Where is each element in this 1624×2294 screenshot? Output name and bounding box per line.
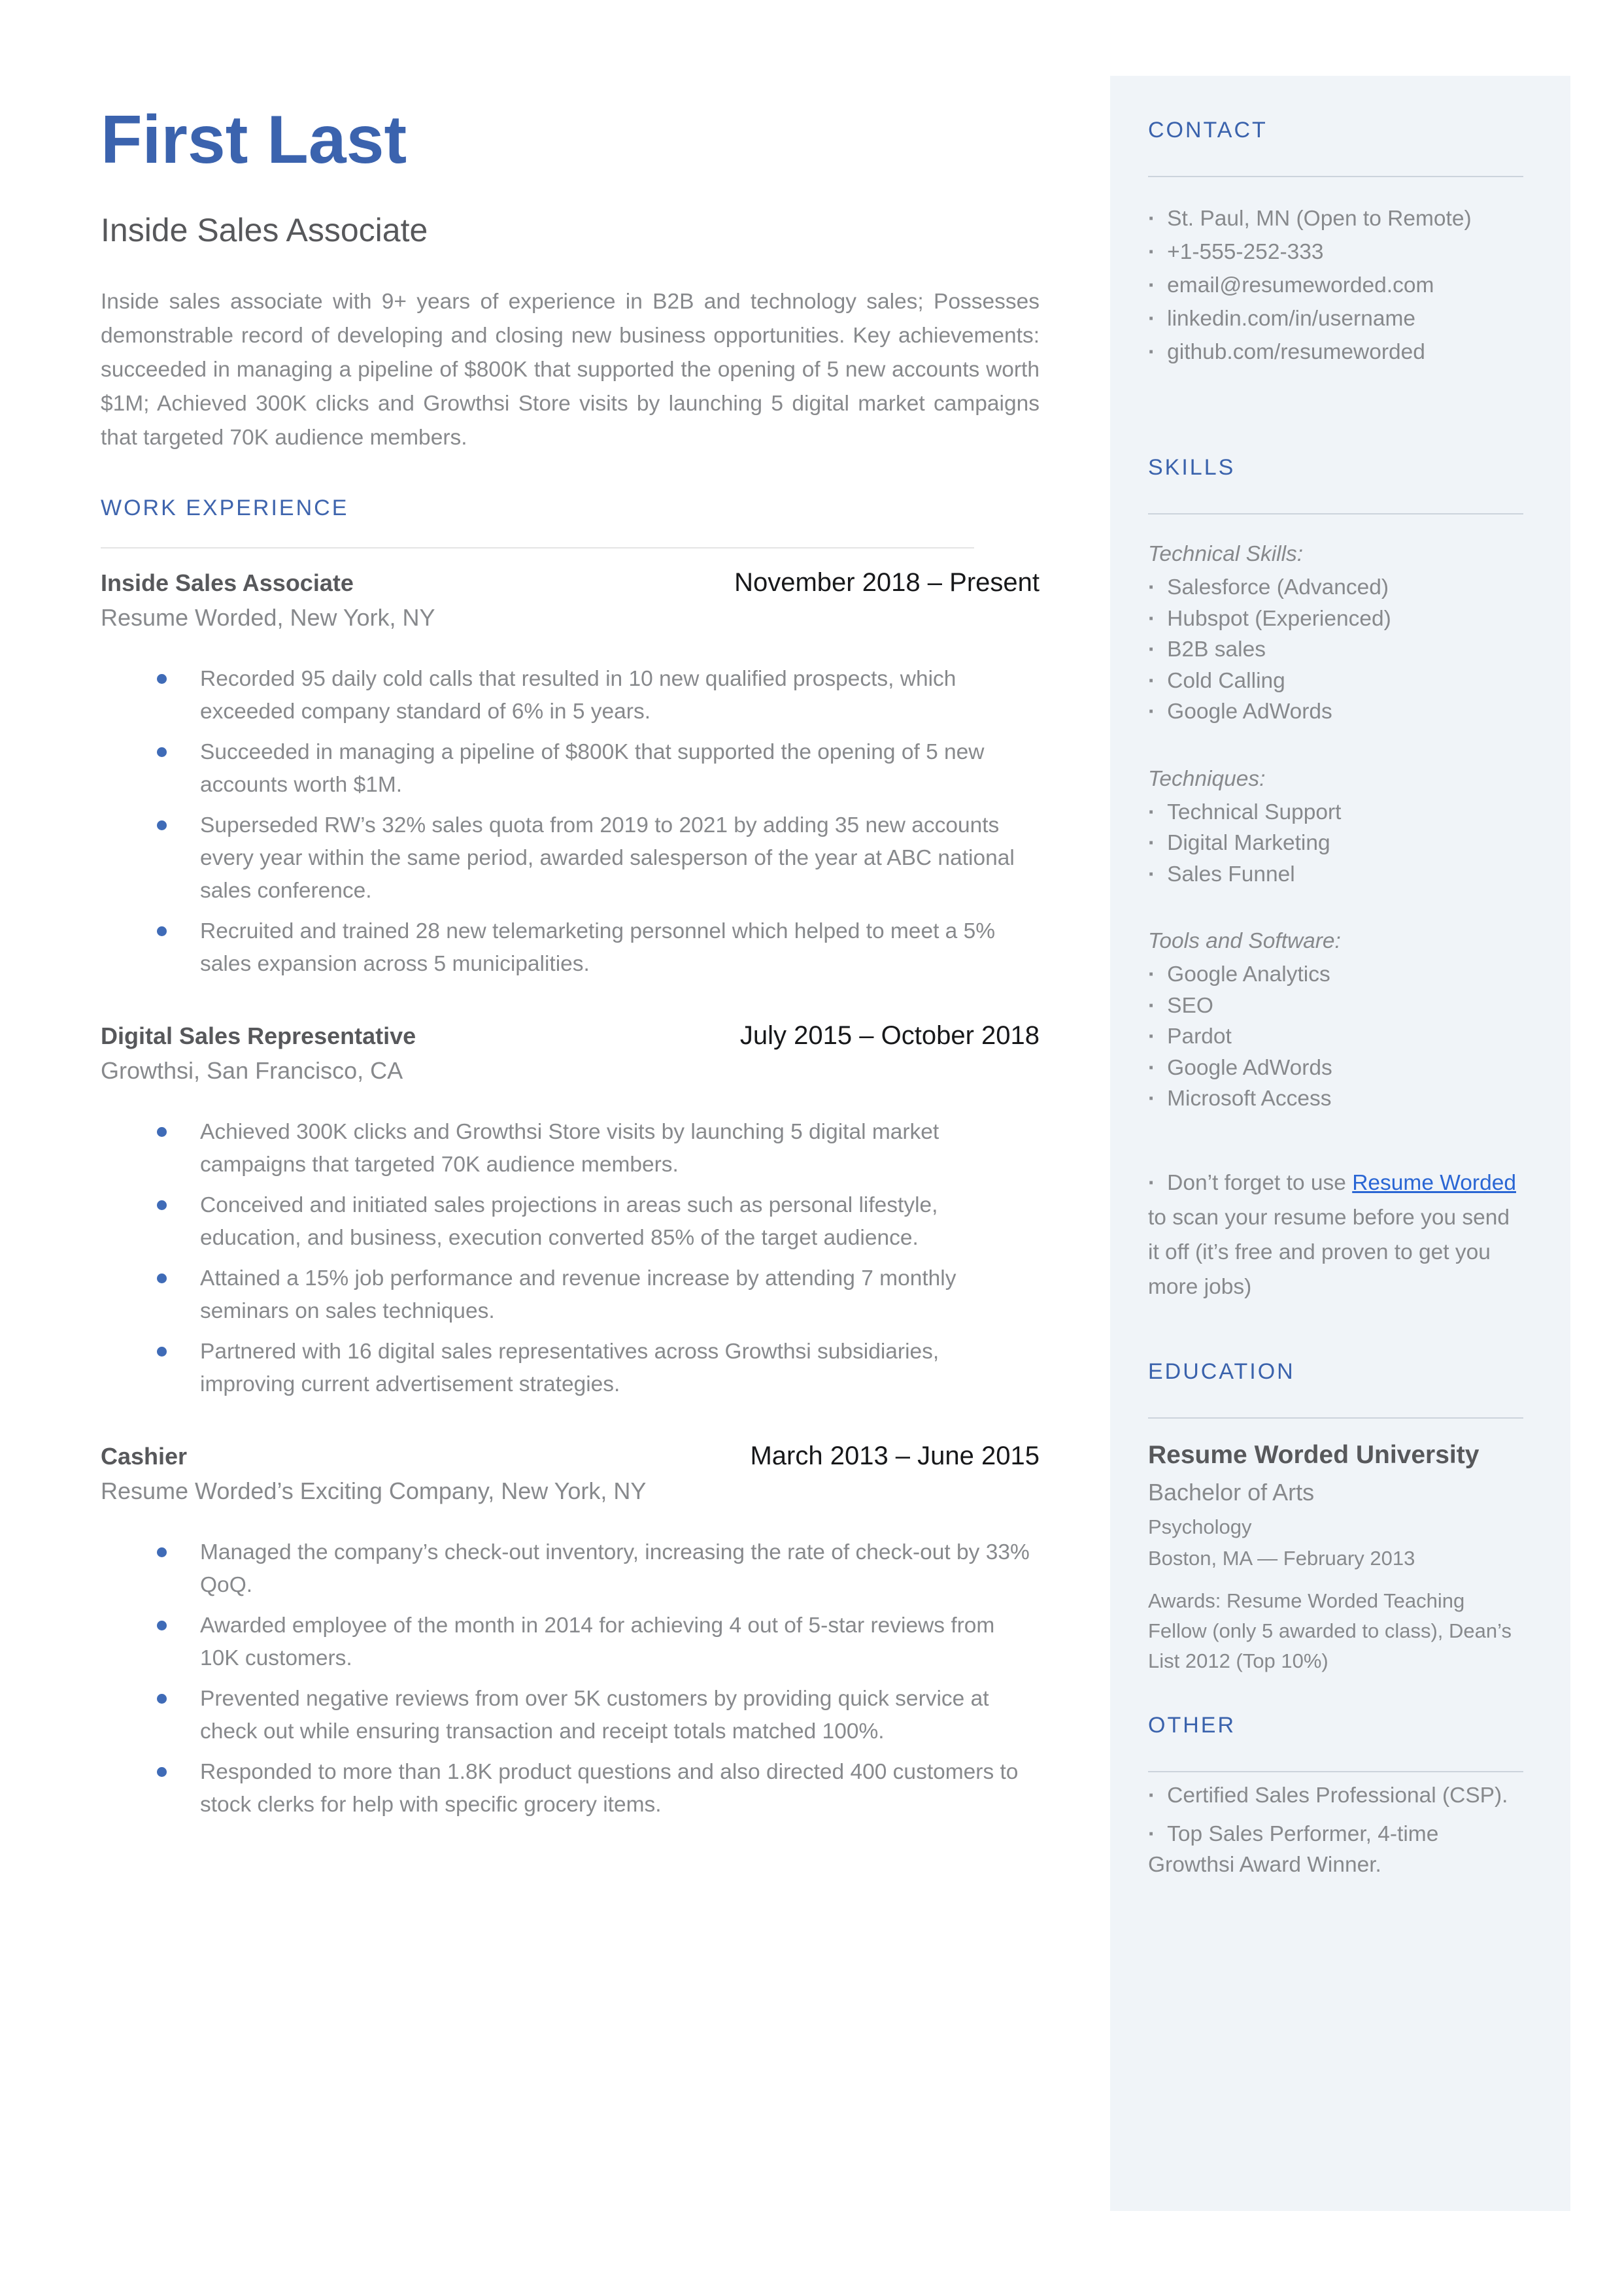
education-school: Resume Worded University (1148, 1440, 1480, 1469)
skill-item: · Pardot (1148, 1021, 1523, 1053)
skills-heading: SKILLS (1148, 455, 1236, 480)
job-bullet: Awarded employee of the month in 2014 for achieving 4 out of 5-star reviews from 10K customers. (101, 1610, 1040, 1675)
job-company: Resume Worded, New York, NY (101, 603, 435, 631)
education-degree: Bachelor of Arts (1148, 1478, 1315, 1506)
job-header (101, 1021, 1040, 1051)
education-major: Psychology (1148, 1515, 1252, 1538)
other-heading: OTHER (1148, 1712, 1236, 1738)
sidebar-divider (1148, 176, 1523, 177)
skill-item: · Google AdWords (1148, 1053, 1523, 1084)
education-section (1148, 1359, 1523, 1676)
contact-linkedin: · linkedin.com/in/username (1148, 302, 1523, 335)
job-bullet: Conceived and initiated sales projections in areas such as personal lifestyle, education, and business, execution converted 85% of the target audience. (101, 1189, 1040, 1255)
job-bullet: Managed the company’s check-out inventory, increasing the rate of check-out by 33% QoQ. (101, 1536, 1040, 1602)
job-bullet-list (101, 1116, 1040, 1401)
education-awards: Awards: Resume Worded Teaching Fellow (only 5 awarded to class), Dean’s List 2012 (Top 10%) (1148, 1589, 1512, 1672)
contact-heading: CONTACT (1148, 118, 1268, 143)
job-bullet: Recorded 95 daily cold calls that resulted in 10 new qualified prospects, which exceeded company standard of 6% in 5 years. (101, 663, 1040, 728)
skill-list (1148, 797, 1523, 890)
skills-section (1148, 455, 1523, 1304)
job-header (101, 568, 1040, 598)
main-column (101, 0, 1040, 1829)
person-job-title: Inside Sales Associate (101, 212, 428, 249)
summary-paragraph: Inside sales associate with 9+ years of experience in B2B and technology sales; Possesses demonstrable record of developing and closing new business opportunities. Key achievements: succeeded in managing a pipeline of $800K that supported the opening of 5 new accounts worth $1M; Achieved 300K clicks and Growthsi Store visits by launching 5 digital market campaigns that targeted 70K audience members. (101, 289, 1040, 450)
resume-worded-note (1148, 1166, 1523, 1304)
job-bullet: Recruited and trained 28 new telemarketing personnel which helped to meet a 5% sales expansion across 5 municipalities. (101, 915, 1040, 981)
job-bullet: Attained a 15% job performance and revenue increase by attending 7 monthly seminars on sales techniques. (101, 1262, 1040, 1328)
contact-github: · github.com/resumeworded (1148, 335, 1523, 369)
job-dates: November 2018 – Present (734, 567, 1040, 597)
skill-item: · Sales Funnel (1148, 859, 1523, 890)
job-bullet: Responded to more than 1.8K product questions and also directed 400 customers to stock clerks for help with specific grocery items. (101, 1756, 1040, 1821)
other-item: · Certified Sales Professional (CSP). (1148, 1780, 1523, 1811)
contact-section (1148, 118, 1523, 369)
note-prefix: Don’t forget to use (1167, 1170, 1353, 1195)
job-bullet: Achieved 300K clicks and Growthsi Store visits by launching 5 digital market campaigns that targeted 70K audience members. (101, 1116, 1040, 1181)
skill-item: · B2B sales (1148, 634, 1523, 666)
job-title: Cashier (101, 1442, 188, 1470)
skill-item: · Google Analytics (1148, 959, 1523, 990)
skill-group-label: Tools and Software: (1148, 929, 1341, 953)
skill-item: · Digital Marketing (1148, 828, 1523, 859)
skill-item: · Microsoft Access (1148, 1083, 1523, 1115)
sidebar (1110, 76, 1570, 2211)
sidebar-divider (1148, 1771, 1523, 1772)
job-bullet: Partnered with 16 digital sales representatives across Growthsi subsidiaries, improving current advertisement strategies. (101, 1336, 1040, 1401)
sidebar-divider (1148, 513, 1523, 514)
job-entry (101, 1442, 1040, 1821)
education-heading: EDUCATION (1148, 1358, 1295, 1384)
job-entry (101, 1021, 1040, 1401)
skill-list (1148, 959, 1523, 1115)
job-entry (101, 568, 1040, 981)
job-company: Resume Worded’s Exciting Company, New York, NY (101, 1477, 647, 1504)
contact-list (1148, 202, 1523, 369)
other-section (1148, 1713, 1523, 1880)
skill-item: · Hubspot (Experienced) (1148, 603, 1523, 635)
job-header (101, 1442, 1040, 1471)
contact-email: · email@resumeworded.com (1148, 269, 1523, 302)
skill-item: · Cold Calling (1148, 666, 1523, 697)
job-bullet: Succeeded in managing a pipeline of $800K that supported the opening of 5 new accounts worth $1M. (101, 736, 1040, 801)
section-divider (101, 547, 974, 548)
education-location-date: Boston, MA — February 2013 (1148, 1546, 1415, 1570)
skill-item: · SEO (1148, 990, 1523, 1022)
resume-worded-link[interactable]: Resume Worded (1352, 1170, 1516, 1195)
skill-item: · Salesforce (Advanced) (1148, 572, 1523, 603)
skill-item: · Technical Support (1148, 797, 1523, 828)
job-dates: March 2013 – June 2015 (750, 1441, 1040, 1470)
job-bullet-list (101, 1536, 1040, 1821)
job-title: Digital Sales Representative (101, 1022, 416, 1049)
skill-list (1148, 572, 1523, 728)
skill-item: · Google AdWords (1148, 696, 1523, 728)
skill-group-label: Technical Skills: (1148, 542, 1304, 566)
sidebar-divider (1148, 1417, 1523, 1419)
skill-group-label: Techniques: (1148, 766, 1266, 791)
contact-location: · St. Paul, MN (Open to Remote) (1148, 202, 1523, 235)
job-dates: July 2015 – October 2018 (739, 1020, 1040, 1050)
job-bullet: Prevented negative reviews from over 5K customers by providing quick service at check out while ensuring transaction and receipt totals matched 100%. (101, 1683, 1040, 1748)
job-bullet: Superseded RW’s 32% sales quota from 2019 to 2021 by adding 35 new accounts every year within the same period, awarded salesperson of the year at ABC national sales conference. (101, 809, 1040, 907)
note-suffix: to scan your resume before you send it off (it’s free and proven to get you more jobs) (1148, 1205, 1510, 1299)
contact-phone: · +1-555-252-333 (1148, 235, 1523, 269)
job-bullet-list (101, 663, 1040, 981)
job-company: Growthsi, San Francisco, CA (101, 1056, 403, 1084)
other-item: · Top Sales Performer, 4-time Growthsi Award Winner. (1148, 1819, 1523, 1880)
work-experience-heading: WORK EXPERIENCE (101, 495, 349, 520)
person-name: First Last (101, 102, 407, 178)
job-title: Inside Sales Associate (101, 569, 354, 596)
